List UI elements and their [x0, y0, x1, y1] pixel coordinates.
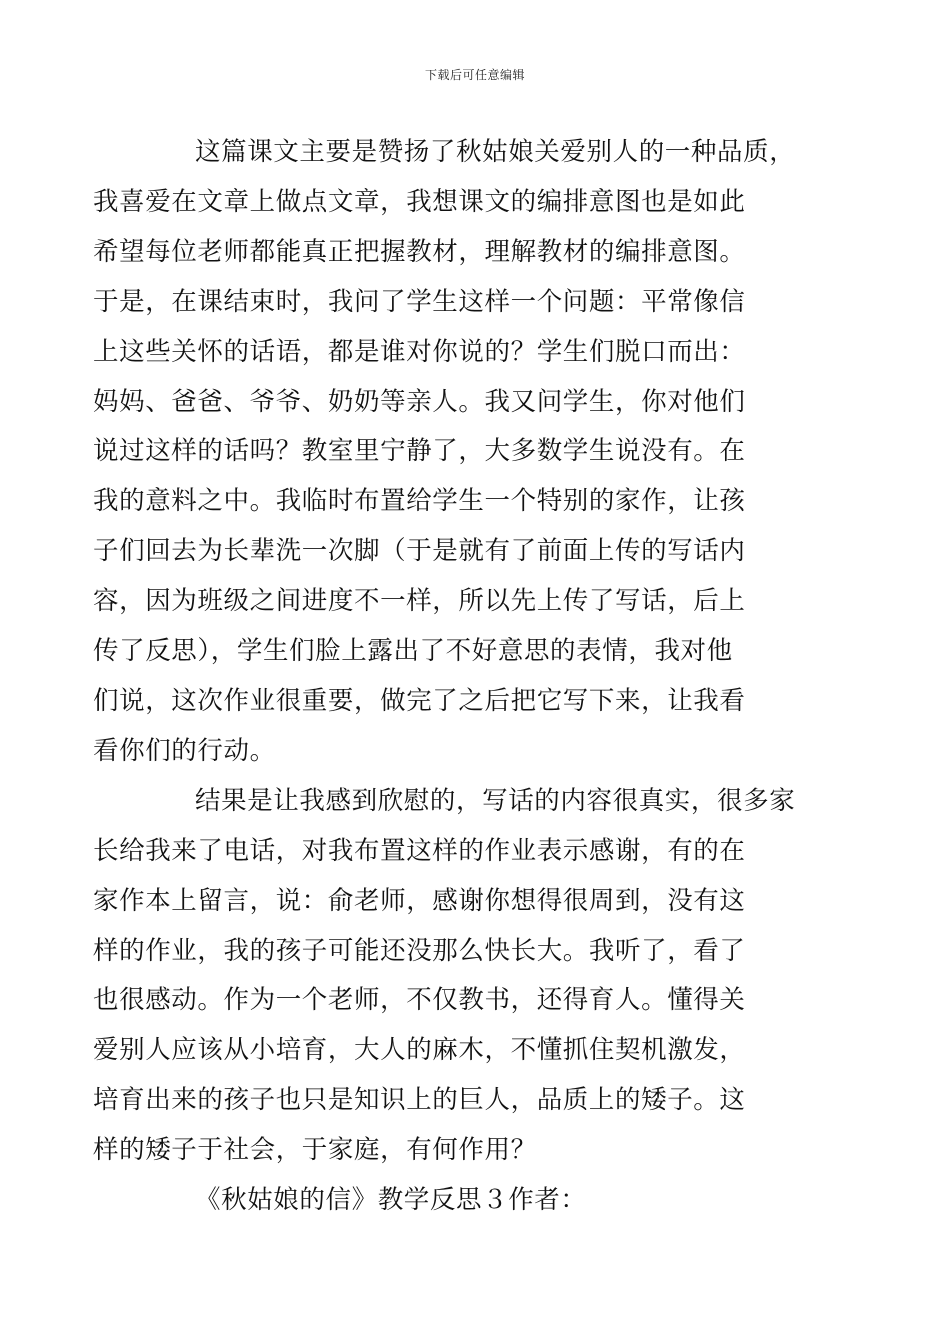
text-line: 家作本上留言，说：俞老师，感谢你想得很周到，没有这: [93, 885, 746, 916]
page-header: 下载后可任意编辑: [424, 68, 525, 82]
text-line: 传了反思），学生们脸上露出了不好意思的表情，我对他: [93, 636, 733, 667]
text-line: 于是，在课结束时，我问了学生这样一个问题：平常像信: [93, 286, 746, 317]
text-line: 《秋姑娘的信》教学反思３作者：: [195, 1185, 587, 1216]
text-line: 也很感动。作为一个老师，不仅教书，还得育人。懂得关: [93, 985, 746, 1016]
text-line: 上这些关怀的话语，都是谁对你说的？学生们脱口而出：: [93, 336, 746, 367]
text-line: 结果是让我感到欣慰的，写话的内容很真实，很多家: [195, 785, 796, 816]
text-line: 长给我来了电话，对我布置这样的作业表示感谢，有的在: [93, 835, 746, 866]
text-line: 爱别人应该从小培育，大人的麻木，不懂抓住契机激发，: [93, 1035, 746, 1066]
text-line: 样的作业，我的孩子可能还没那么快长大。我听了，看了: [93, 935, 746, 966]
text-line: 培育出来的孩子也只是知识上的巨人，品质上的矮子。这: [93, 1085, 746, 1116]
document-body: [93, 128, 810, 1226]
text-line: 容，因为班级之间进度不一样，所以先上传了写话，后上: [93, 586, 746, 617]
text-line: 妈妈、爸爸、爷爷、奶奶等亲人。我又问学生，你对他们: [93, 386, 746, 417]
text-line: 说过这样的话吗？教室里宁静了，大多数学生说没有。在: [93, 436, 746, 467]
text-line: 希望每位老师都能真正把握教材，理解教材的编排意图。: [93, 236, 746, 267]
text-line: 我喜爱在文章上做点文章，我想课文的编排意图也是如此: [93, 186, 746, 217]
text-line: 我的意料之中。我临时布置给学生一个特别的家作，让孩: [93, 486, 746, 517]
paragraph-3-heading: [144, 1176, 810, 1226]
text-line: 样的矮子于社会，于家庭，有何作用？: [93, 1135, 537, 1166]
paragraph-1: [93, 128, 810, 777]
paragraph-2: [93, 777, 810, 1176]
text-line: 这篇课文主要是赞扬了秋姑娘关爱别人的一种品质，: [195, 137, 796, 167]
text-line: 们说，这次作业很重要，做完了之后把它写下来，让我看: [93, 685, 746, 716]
text-line: 看你们的行动。: [93, 735, 276, 766]
text-line: 子们回去为长辈洗一次脚（于是就有了前面上传的写话内: [93, 536, 746, 567]
